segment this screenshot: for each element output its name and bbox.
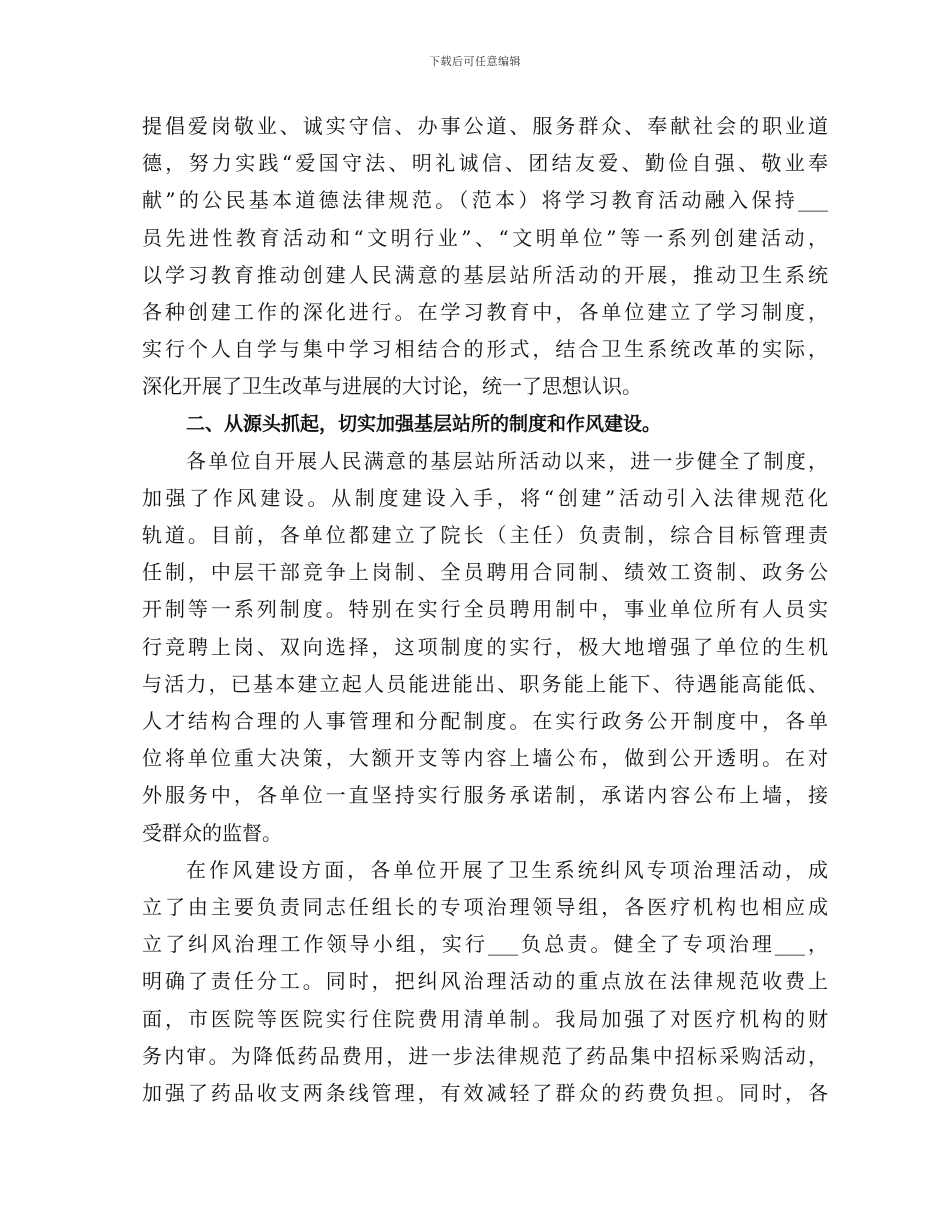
text-line: 人才结构合理的人事管理和分配制度。在实行政务公开制度中，各单 [142, 709, 828, 733]
text-line: 在作风建设方面，各单位开展了卫生系统纠风专项治理活动，成 [186, 857, 828, 882]
section-heading: 二、从源头抓起，切实加强基层站所的制度和作风建设。 [186, 412, 662, 435]
text-line: 位将单位重大决策，大额开支等内容上墙公布，做到公开透明。在对 [142, 746, 828, 771]
text-line: 开制等一系列制度。特别在实行全员聘用制中，事业单位所有人员实 [142, 597, 828, 622]
text-line: 员先进性教育活动和“文明行业”、“文明单位”等一系列创建活动， [142, 225, 828, 250]
text-line: 轨道。目前，各单位都建立了院长（主任）负责制，综合目标管理责 [142, 523, 828, 548]
text-line: 与活力，已基本建立起人员能进能出、职务能上能下、待遇能高能低、 [142, 671, 828, 696]
text-line: 各种创建工作的深化进行。在学习教育中，各单位建立了学习制度， [142, 299, 828, 324]
text-line: 实行个人自学与集中学习相结合的形式，结合卫生系统改革的实际， [142, 337, 828, 362]
text-line: 各单位自开展人民满意的基层站所活动以来，进一步健全了制度， [186, 448, 828, 473]
text-line: 明确了责任分工。同时，把纠风治理活动的重点放在法律规范收费上 [142, 969, 828, 994]
text-line: 外服务中，各单位一直坚持实行服务承诺制，承诺内容公布上墙，接 [142, 783, 828, 808]
text-line: 行竞聘上岗、双向选择，这项制度的实行，极大地增强了单位的生机 [142, 634, 828, 659]
document-body [142, 108, 828, 1112]
text-line: 面，市医院等医院实行住院费用清单制。我局加强了对医疗机构的财 [142, 1006, 828, 1031]
text-line: 受群众的监督。 [142, 820, 282, 845]
text-line: 立了纠风治理工作领导小组，实行___负总责。健全了专项治理___， [142, 932, 828, 957]
text-line: 以学习教育推动创建人民满意的基层站所活动的开展，推动卫生系统 [142, 262, 828, 287]
text-line: 德，努力实践“爱国守法、明礼诚信、团结友爱、勤俭自强、敬业奉 [142, 151, 828, 176]
text-line: 任制，中层干部竞争上岗制、全员聘用合同制、绩效工资制、政务公 [142, 560, 828, 585]
text-line: 加强了作风建设。从制度建设入手，将“创建”活动引入法律规范化 [142, 485, 828, 510]
text-line: 提倡爱岗敬业、诚实守信、办事公道、服务群众、奉献社会的职业道 [142, 114, 828, 138]
text-line: 立了由主要负责同志任组长的专项治理领导组，各医疗机构也相应成 [142, 894, 828, 919]
text-line: 务内审。为降低药品费用，进一步法律规范了药品集中招标采购活动， [142, 1043, 828, 1068]
text-line: 加强了药品收支两条线管理，有效减轻了群众的药费负担。同时，各 [142, 1080, 828, 1105]
text-line: 献”的公民基本道德法律规范。（范本）将学习教育活动融入保持___ [142, 188, 828, 213]
page-header-note: 下载后可任意编辑 [429, 55, 521, 68]
text-line: 深化开展了卫生改革与进展的大讨论，统一了思想认识。 [142, 374, 642, 399]
